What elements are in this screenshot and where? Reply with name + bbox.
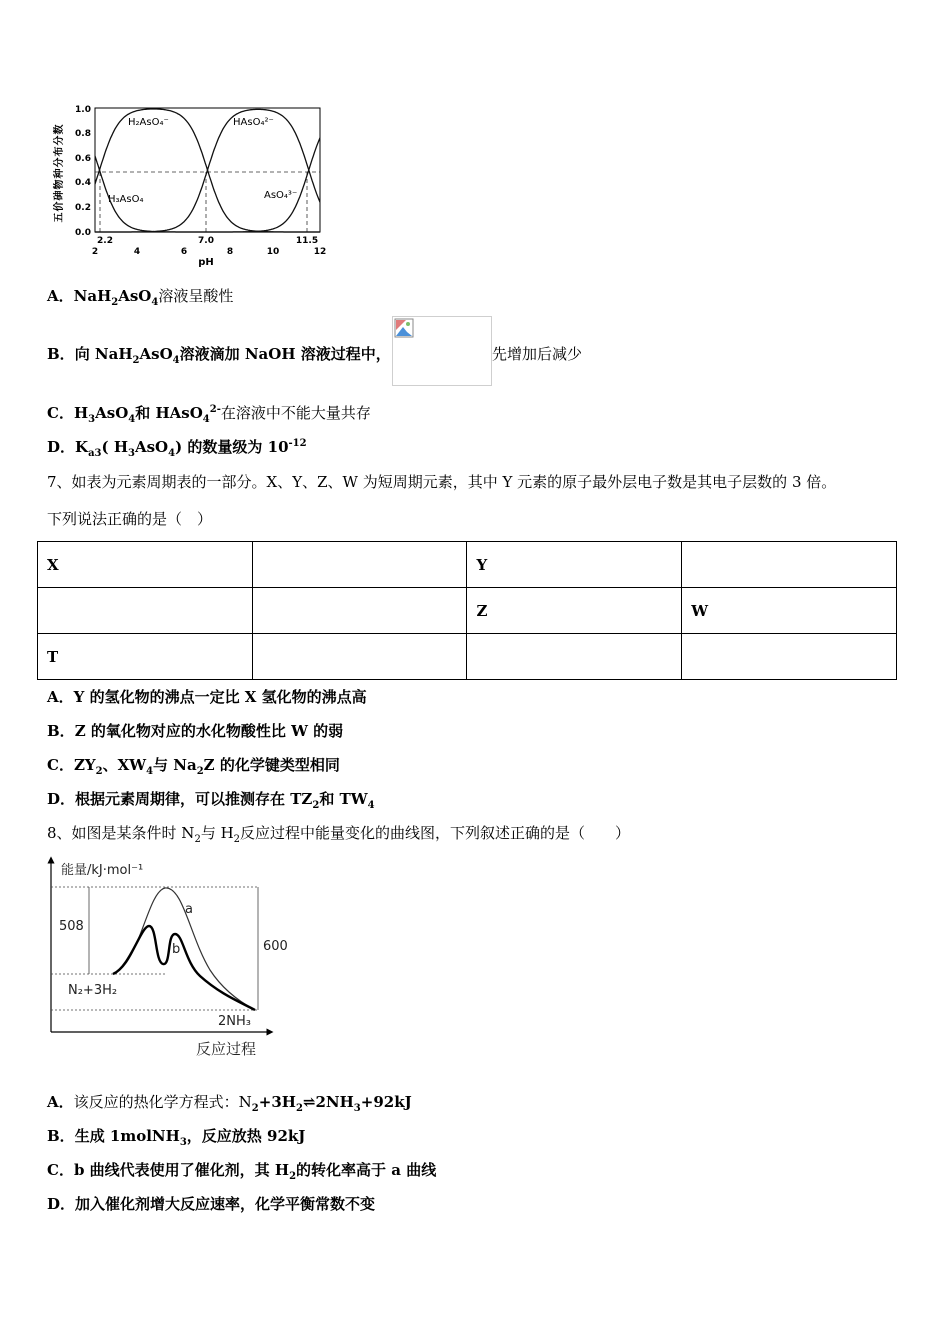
q7-option-d: D．根据元素周期律，可以推测存在 $TZ_2$和 $TW_4$ [47,790,375,811]
option-label: C． [47,1161,74,1179]
option-label: A． [47,688,74,706]
q6-option-d: D．$K_{a3}$( $H_3AsO_4$) 的数量级为 $10^{-12}$ [47,438,307,459]
table-cell [682,634,897,680]
q6-option-b-tail: 先增加后减少 [492,345,583,363]
option-label: B． [47,345,75,363]
table-cell: Z [467,588,682,634]
q7-option-c: C．$ZY_2$、$XW_4$与 $Na_2Z$ 的化学键类型相同 [47,756,340,777]
y-axis-label: 五价砷物种分布分数 [54,123,65,223]
y-tick: 0.2 [75,203,91,213]
y-tick: 0.8 [75,129,91,139]
table-cell [467,634,682,680]
q8-option-b: B．生成 1molNH$_3$，反应放热 92kJ [47,1127,306,1148]
option-label: B． [47,1127,75,1145]
table-cell: W [682,588,897,634]
option-text: NaH [73,287,112,305]
x-tick: 8 [226,247,234,257]
value-600: 600 [263,939,288,954]
option-text: Z 的氧化物对应的水化物酸性比 W 的弱 [74,722,344,740]
option-label: D． [47,438,76,456]
table-cell [252,542,467,588]
table-cell [252,634,467,680]
arsenic-distribution-chart [40,95,340,275]
option-label: C． [47,404,74,422]
option-label: D． [47,790,76,808]
q6-option-a: A．NaH$_2$AsO$_4$溶液呈酸性 [47,287,234,308]
pka-label: 7.0 [198,236,214,246]
q8-option-a: A．该反应的热化学方程式：$N_2+3H_2\rightleftharpoons 2NH_3+92kJ$ [47,1093,412,1114]
y-tick: 0.6 [75,154,91,164]
broken-image-placeholder [392,316,492,386]
q8-stem: 8、如图是某条件时 $N_2$与 $H_2$反应过程中能量变化的曲线图，下列叙述正确的是（ ） [47,824,631,845]
value-508: 508 [59,919,84,934]
table-cell: X [38,542,253,588]
table-cell: Y [467,542,682,588]
pka-label: 2.2 [97,236,113,246]
pka-label: 11.5 [295,236,319,246]
y-tick: 0.0 [75,228,91,238]
x-axis-label: pH [198,257,214,268]
option-text: Y 的氢化物的沸点一定比 X 氢化物的沸点高 [73,688,367,706]
option-label: B． [47,722,75,740]
x-axis-label: 反应过程 [196,1040,257,1058]
table-cell [682,542,897,588]
option-label: C． [47,756,74,774]
y-tick: 0.4 [75,178,91,188]
table-row [38,634,897,680]
q7-stem-line2: 下列说法正确的是（ ） [47,510,213,528]
species-label-h3aso4: H₃AsO₄ [108,194,144,205]
x-tick: 4 [133,247,141,257]
option-label: A． [47,287,74,305]
y-axis-label: 能量/kJ·mol⁻¹ [61,863,144,878]
species-label-haso4: HAsO₄²⁻ [233,117,274,128]
q6-option-b: B．向 NaH$_2$AsO$_4$溶液滴加 NaOH 溶液过程中， [47,345,391,366]
species-label-h2aso4: H₂AsO₄⁻ [128,117,169,128]
q8-option-d [47,1194,375,1214]
products-label: 2NH₃ [218,1014,251,1029]
energy-profile-chart [45,852,305,1064]
curve-aso4 [95,138,320,232]
table-row [38,542,897,588]
reactants-label: N₂+3H₂ [68,983,118,998]
curve-a-label: a [185,902,193,917]
option-label: A． [47,1093,74,1111]
curve-b-label: b [172,942,181,957]
table-cell: T [38,634,253,680]
species-label-aso4: AsO₄³⁻ [264,190,298,201]
x-tick: 6 [180,247,188,257]
q7-option-b [47,721,343,741]
table-cell [38,588,253,634]
x-tick: 2 [91,247,99,257]
option-label: D． [47,1195,76,1213]
y-tick: 1.0 [75,105,91,115]
periodic-table-fragment [37,541,897,680]
table-row [38,588,897,634]
x-tick: 12 [313,247,327,257]
table-cell [252,588,467,634]
q8-option-c: C．b 曲线代表使用了催化剂，其 $H_2$的转化率高于 a 曲线 [47,1161,437,1182]
broken-image-icon [394,318,414,338]
curve-b [113,926,255,1010]
q7-stem-line1: 7、如表为元素周期表的一部分。X、Y、Z、W 为短周期元素，其中 Y 元素的原子最外层电子数是其电子层数的 3 倍。 [47,473,837,491]
option-text: 加入催化剂增大反应速率，化学平衡常数不变 [75,1195,376,1213]
q7-option-a [47,687,367,707]
x-tick: 10 [266,247,280,257]
q6-option-c: C．$H_3AsO_4$和 HAsO$_4^{2-}$在溶液中不能大量共存 [47,404,371,425]
